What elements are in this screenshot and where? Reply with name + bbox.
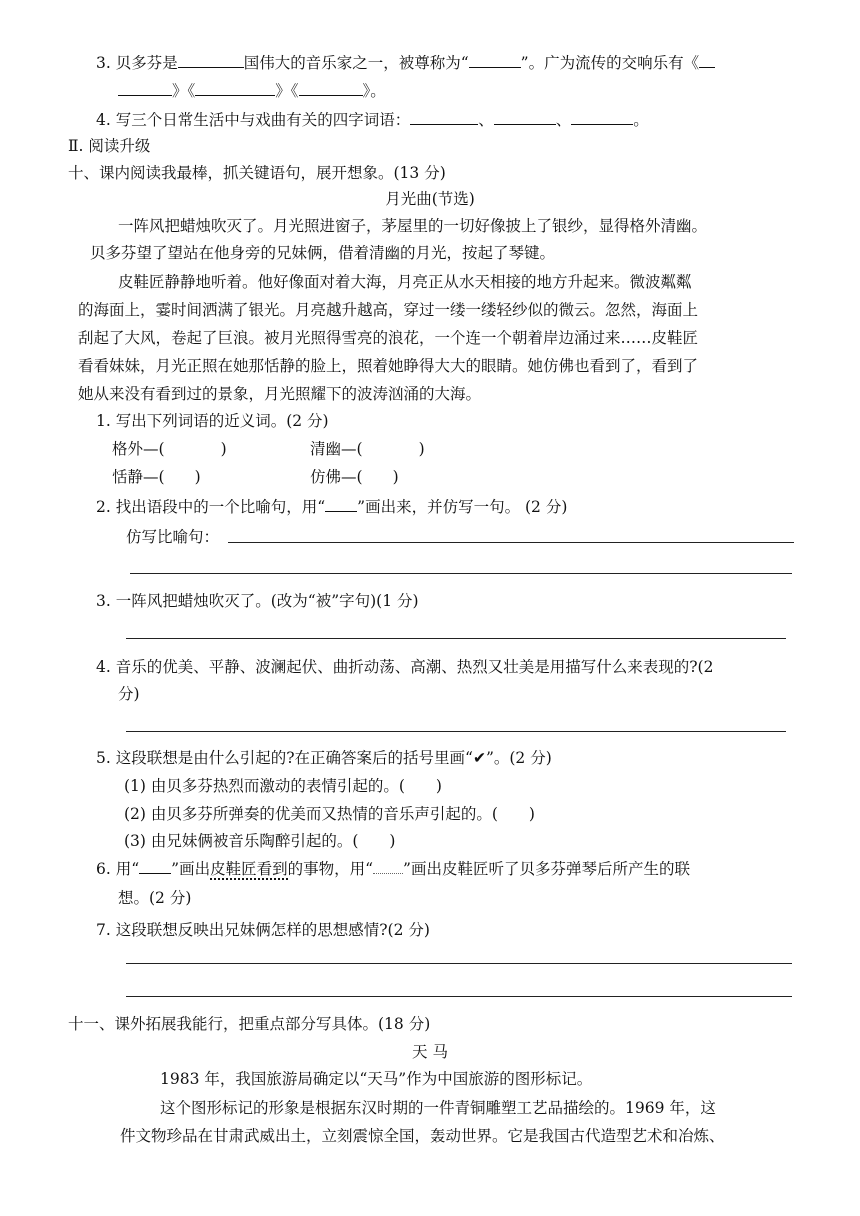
q7-text: 7. 这段联想反映出兄妹俩怎样的思想感情?(2 分) (96, 921, 430, 939)
passage-line: 一阵风把蜡烛吹灭了。月光照进窗子，茅屋里的一切好像披上了银纱，显得格外清幽。 (118, 217, 708, 235)
q2-label: 仿写比喻句： (126, 528, 220, 546)
synonym-item: 恬静—( ) (112, 468, 201, 486)
answer-line[interactable] (130, 573, 792, 574)
q3-line2: 》《 》《 》。 (118, 80, 386, 101)
answer-blank[interactable] (195, 80, 275, 96)
underline-sample (325, 497, 357, 512)
passage-line: 她从来没有看到过的景象，月光照耀下的波涛汹涌的大海。 (78, 385, 482, 403)
answer-blank[interactable] (571, 109, 633, 125)
answer-blank[interactable] (699, 52, 715, 68)
q6-text: 6. 用“ ”画出皮鞋匠看到的事物，用“ ”画出皮鞋匠听了贝多芬弹琴后所产生的联 (96, 860, 690, 878)
q5-option[interactable]: (2) 由贝多芬所弹奏的优美而又热情的音乐声引起的。( ) (124, 805, 535, 823)
synonym-item: 格外—( ) (112, 440, 227, 458)
answer-blank[interactable] (178, 52, 244, 68)
part10-title: 十、课内阅读我最棒，抓关键语句，展开想象。(13 分) (68, 164, 446, 182)
passage-title: 天 马 (412, 1043, 448, 1061)
q5-text: 5. 这段联想是由什么引起的?在正确答案后的括号里画“✔”。(2 分) (96, 749, 552, 767)
q4-passage-text: 4. 音乐的优美、平静、波澜起伏、曲折动荡、高潮、热烈又壮美是用描写什么来表现的?(2 (96, 658, 714, 676)
answer-line[interactable] (126, 996, 792, 997)
passage-line: 这个图形标记的形象是根据东汉时期的一件青铜雕塑工艺品描绘的。1969 年，这 (160, 1099, 716, 1117)
q3-passage-text: 3. 一阵风把蜡烛吹灭了。(改为“被”字句)(1 分) (96, 592, 419, 610)
synonym-item: 仿佛—( ) (310, 468, 399, 486)
answer-blank[interactable] (410, 109, 478, 125)
passage-line: 的海面上，霎时间洒满了银光。月亮越升越高，穿过一缕一缕轻纱似的微云。忽然，海面上 (78, 301, 699, 319)
answer-blank[interactable] (469, 52, 521, 68)
dotted-text: 皮鞋匠看到 (210, 860, 288, 878)
passage-line: 刮起了大风，卷起了巨浪。被月光照得雪亮的浪花，一个连一个朝着岸边涌过来……皮鞋匠 (78, 329, 699, 347)
q5-option[interactable]: (1) 由贝多芬热烈而激动的表情引起的。( ) (124, 777, 442, 795)
passage-line: 1983 年，我国旅游局确定以“天马”作为中国旅游的图形标记。 (160, 1070, 593, 1088)
passage-line: 贝多芬望了望站在他身旁的兄妹俩，借着清幽的月光，按起了琴键。 (90, 244, 556, 262)
answer-blank[interactable] (299, 80, 363, 96)
passage-line: 看看妹妹，月光正照在她那恬静的脸上，照着她睁得大大的眼睛。她仿佛也看到了，看到了 (78, 357, 699, 375)
q6-text-line2: 想。(2 分) (118, 889, 192, 907)
answer-blank[interactable] (494, 109, 556, 125)
wavy-line-sample (373, 865, 403, 874)
q5-option[interactable]: (3) 由兄妹俩被音乐陶醉引起的。( ) (124, 832, 396, 850)
q4-passage-text: 分) (118, 685, 140, 703)
section-reading-heading: Ⅱ. 阅读升级 (68, 137, 151, 155)
q2-text: 2. 找出语段中的一个比喻句，用“ ”画出来，并仿写一句。 (2 分) (96, 498, 568, 516)
answer-line[interactable] (228, 542, 794, 543)
answer-line[interactable] (126, 963, 792, 964)
answer-line[interactable] (126, 638, 786, 639)
passage-title: 月光曲(节选) (385, 190, 475, 208)
q4-line: 4. 写三个日常生活中与戏曲有关的四字词语： 、 、 。 (96, 111, 649, 129)
synonym-item: 清幽—( ) (310, 440, 425, 458)
part11-title: 十一、课外拓展我能行，把重点部分写具体。(18 分) (68, 1015, 431, 1033)
q1-text: 1. 写出下列词语的近义词。(2 分) (96, 412, 329, 430)
passage-line: 皮鞋匠静静地听着。他好像面对着大海，月亮正从水天相接的地方升起来。微波粼粼 (118, 273, 692, 291)
answer-line[interactable] (126, 731, 786, 732)
q3-line1: 3. 贝多芬是 国伟大的音乐家之一，被尊称为“ ”。广为流传的交响乐有《 (96, 52, 715, 73)
underline-sample (139, 859, 171, 874)
answer-blank[interactable] (118, 80, 172, 96)
passage-line: 件文物珍品在甘肃武威出土，立刻震惊全国，轰动世界。它是我国古代造型艺术和冶炼、 (120, 1127, 725, 1145)
